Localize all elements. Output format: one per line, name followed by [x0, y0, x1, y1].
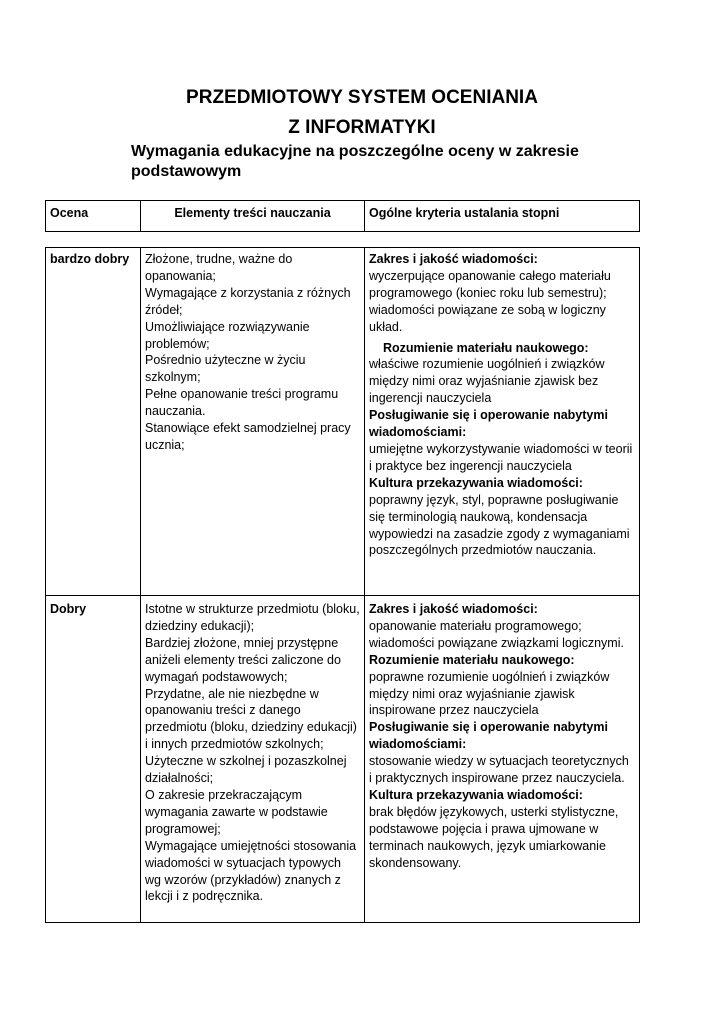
criteria-heading: Rozumienie materiału naukowego: [369, 652, 575, 667]
element-item: Bardziej złożone, mniej przystępne aniżeli elementy treści zaliczone do wymagań podstawowych; [145, 635, 341, 684]
element-item: Użyteczne w szkolnej i pozaszkolnej działalności; [145, 754, 347, 786]
header-row [46, 201, 640, 232]
element-item: Wymagające z korzystania z różnych źródeł; [145, 285, 351, 317]
criteria-text: właściwe rozumienie uogólnień i związków między nimi oraz wyjaśnianie zjawisk bez ingerencji nauczyciela [369, 357, 605, 406]
table-row [46, 596, 640, 923]
criteria-heading: Kultura przekazywania wiadomości: [369, 475, 583, 490]
header-table [45, 200, 640, 232]
element-item: Wymagające umiejętności stosowania wiadomości w sytuacjach typowych wg wzorów (przykładów) znanych z lekcji i z podręcznika. [145, 838, 357, 904]
element-item: Pełne opanowanie treści programu nauczania. [145, 387, 339, 419]
criteria-text: poprawne rozumienie uogólnień i związków między nimi oraz wyjaśnianie zjawisk inspirowane przez nauczyciela [369, 669, 610, 718]
elements-cell [141, 596, 365, 923]
table-row [46, 248, 640, 596]
criteria-heading: Zakres i jakość wiadomości: [369, 602, 538, 616]
criteria-cell [365, 248, 640, 596]
criteria-heading: Posługiwanie się i operowanie nabytymi wiadomościami: [369, 720, 608, 752]
criteria-text: opanowanie materiału programowego; wiadomości powiązane związkami logicznymi. [369, 618, 624, 650]
criteria-text: poprawny język, styl, poprawne posługiwanie się terminologią naukową, kondensacja wypowiedzi na zasadzie zgody z wymaganiami poszczególnych przedmiotów nauczania. [369, 492, 630, 558]
criteria-text: brak błędów językowych, usterki stylistyczne, podstawowe pojęcia i prawa ujmowane w terminach naukowych, język umiarkowanie skondensowany. [369, 804, 619, 870]
criteria-cell [365, 596, 640, 923]
element-item: Pośrednio użyteczne w życiu szkolnym; [145, 353, 306, 385]
page-subtitle: Wymagania edukacyjne na poszczególne oceny w zakresie podstawowym [131, 143, 579, 180]
criteria-text: umiejętne wykorzystywanie wiadomości w teorii i praktyce bez ingerencji nauczyciela [369, 441, 633, 473]
element-item: Istotne w strukturze przedmiotu (bloku, dziedziny edukacji); [145, 602, 360, 633]
page-title-line-2: Z INFORMATYKI [288, 117, 436, 138]
element-item: Umożliwiające rozwiązywanie problemów; [145, 319, 310, 351]
criteria-heading: Rozumienie materiału naukowego: [383, 340, 589, 355]
element-item: O zakresie przekraczającym wymagania zawarte w podstawie programowej; [145, 787, 328, 836]
element-item: Złożone, trudne, ważne do opanowania; [145, 252, 293, 283]
criteria-heading: Posługiwanie się i operowanie nabytymi wiadomościami: [369, 408, 608, 440]
header-elements: Elementy treści nauczania [141, 201, 365, 232]
grade-cell: bardzo dobry [46, 248, 141, 596]
grade-cell: Dobry [46, 596, 141, 923]
grades-table [45, 247, 640, 923]
criteria-heading: Kultura przekazywania wiadomości: [369, 787, 583, 802]
header-criteria: Ogólne kryteria ustalania stopni [365, 201, 640, 232]
element-item: Przydatne, ale nie niezbędne w opanowaniu treści z danego przedmiotu (bloku, dziedziny edukacji) i innych przedmiotów szkolnych; [145, 686, 357, 752]
page-title-line-1: PRZEDMIOTOWY SYSTEM OCENIANIA [186, 87, 538, 108]
criteria-text: wyczerpujące opanowanie całego materiału programowego (koniec roku lub semestru); wiadomości powiązane ze sobą w logiczny układ. [369, 268, 611, 334]
header-grade: Ocena [46, 201, 141, 232]
criteria-text: stosowanie wiedzy w sytuacjach teoretycznych i praktycznych inspirowane przez nauczyciela. [369, 754, 629, 786]
elements-cell [141, 248, 365, 596]
criteria-heading: Zakres i jakość wiadomości: [369, 252, 538, 266]
element-item: Stanowiące efekt samodzielnej pracy ucznia; [145, 421, 351, 452]
